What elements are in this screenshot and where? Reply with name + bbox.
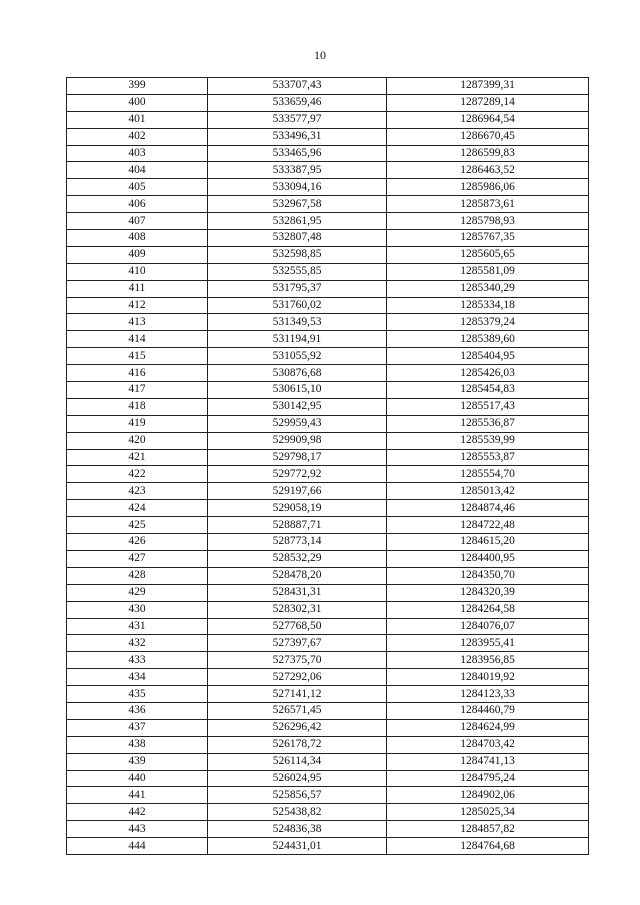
y-coordinate-cell: 1286964,54 bbox=[387, 111, 589, 128]
table-row bbox=[67, 770, 589, 787]
point-number-cell: 416 bbox=[67, 365, 208, 382]
table-row bbox=[67, 128, 589, 145]
table-row bbox=[67, 787, 589, 804]
y-coordinate-cell: 1284264,58 bbox=[387, 601, 589, 618]
point-number-cell: 437 bbox=[67, 719, 208, 736]
table-row bbox=[67, 382, 589, 399]
y-coordinate-cell: 1283956,85 bbox=[387, 652, 589, 669]
x-coordinate-cell: 531760,02 bbox=[208, 297, 387, 314]
x-coordinate-cell: 524836,38 bbox=[208, 821, 387, 838]
y-coordinate-cell: 1285426,03 bbox=[387, 365, 589, 382]
table-row bbox=[67, 230, 589, 247]
y-coordinate-cell: 1286670,45 bbox=[387, 128, 589, 145]
x-coordinate-cell: 527375,70 bbox=[208, 652, 387, 669]
y-coordinate-cell: 1284722,48 bbox=[387, 517, 589, 534]
x-coordinate-cell: 530615,10 bbox=[208, 382, 387, 399]
table-row bbox=[67, 246, 589, 263]
point-number-cell: 413 bbox=[67, 314, 208, 331]
table-row bbox=[67, 78, 589, 95]
point-number-cell: 428 bbox=[67, 567, 208, 584]
x-coordinate-cell: 526114,34 bbox=[208, 753, 387, 770]
point-number-cell: 407 bbox=[67, 213, 208, 230]
y-coordinate-cell: 1285986,06 bbox=[387, 179, 589, 196]
point-number-cell: 421 bbox=[67, 449, 208, 466]
point-number-cell: 439 bbox=[67, 753, 208, 770]
table-row bbox=[67, 686, 589, 703]
table-row bbox=[67, 432, 589, 449]
point-number-cell: 400 bbox=[67, 94, 208, 111]
table-row bbox=[67, 821, 589, 838]
table-row bbox=[67, 297, 589, 314]
table-row bbox=[67, 348, 589, 365]
x-coordinate-cell: 526024,95 bbox=[208, 770, 387, 787]
point-number-cell: 434 bbox=[67, 669, 208, 686]
point-number-cell: 410 bbox=[67, 263, 208, 280]
point-number-cell: 442 bbox=[67, 804, 208, 821]
table-row bbox=[67, 669, 589, 686]
y-coordinate-cell: 1284902,06 bbox=[387, 787, 589, 804]
point-number-cell: 444 bbox=[67, 838, 208, 855]
y-coordinate-cell: 1284764,68 bbox=[387, 838, 589, 855]
y-coordinate-cell: 1286599,83 bbox=[387, 145, 589, 162]
y-coordinate-cell: 1285553,87 bbox=[387, 449, 589, 466]
point-number-cell: 409 bbox=[67, 246, 208, 263]
point-number-cell: 440 bbox=[67, 770, 208, 787]
x-coordinate-cell: 528887,71 bbox=[208, 517, 387, 534]
x-coordinate-cell: 533094,16 bbox=[208, 179, 387, 196]
table-row bbox=[67, 213, 589, 230]
table-row bbox=[67, 584, 589, 601]
x-coordinate-cell: 533387,95 bbox=[208, 162, 387, 179]
x-coordinate-cell: 524431,01 bbox=[208, 838, 387, 855]
table-row bbox=[67, 652, 589, 669]
x-coordinate-cell: 530142,95 bbox=[208, 398, 387, 415]
point-number-cell: 408 bbox=[67, 230, 208, 247]
table-row bbox=[67, 280, 589, 297]
point-number-cell: 404 bbox=[67, 162, 208, 179]
x-coordinate-cell: 533465,96 bbox=[208, 145, 387, 162]
x-coordinate-cell: 533707,43 bbox=[208, 78, 387, 95]
y-coordinate-cell: 1284320,39 bbox=[387, 584, 589, 601]
point-number-cell: 406 bbox=[67, 196, 208, 213]
point-number-cell: 436 bbox=[67, 702, 208, 719]
x-coordinate-cell: 531055,92 bbox=[208, 348, 387, 365]
y-coordinate-cell: 1284019,92 bbox=[387, 669, 589, 686]
point-number-cell: 419 bbox=[67, 415, 208, 432]
x-coordinate-cell: 532598,85 bbox=[208, 246, 387, 263]
y-coordinate-cell: 1285389,60 bbox=[387, 331, 589, 348]
x-coordinate-cell: 528773,14 bbox=[208, 534, 387, 551]
y-coordinate-cell: 1287399,31 bbox=[387, 78, 589, 95]
table-row bbox=[67, 500, 589, 517]
y-coordinate-cell: 1285025,34 bbox=[387, 804, 589, 821]
y-coordinate-cell: 1285539,99 bbox=[387, 432, 589, 449]
x-coordinate-cell: 528532,29 bbox=[208, 550, 387, 567]
point-number-cell: 422 bbox=[67, 466, 208, 483]
point-number-cell: 427 bbox=[67, 550, 208, 567]
table-row bbox=[67, 263, 589, 280]
table-row bbox=[67, 736, 589, 753]
y-coordinate-cell: 1285013,42 bbox=[387, 483, 589, 500]
point-number-cell: 438 bbox=[67, 736, 208, 753]
table-row bbox=[67, 838, 589, 855]
y-coordinate-cell: 1285536,87 bbox=[387, 415, 589, 432]
point-number-cell: 399 bbox=[67, 78, 208, 95]
table-row bbox=[67, 517, 589, 534]
y-coordinate-cell: 1285605,65 bbox=[387, 246, 589, 263]
table-row bbox=[67, 179, 589, 196]
table-row bbox=[67, 314, 589, 331]
y-coordinate-cell: 1286463,52 bbox=[387, 162, 589, 179]
point-number-cell: 433 bbox=[67, 652, 208, 669]
point-number-cell: 429 bbox=[67, 584, 208, 601]
x-coordinate-cell: 531795,37 bbox=[208, 280, 387, 297]
y-coordinate-cell: 1284400,95 bbox=[387, 550, 589, 567]
table-row bbox=[67, 145, 589, 162]
point-number-cell: 426 bbox=[67, 534, 208, 551]
x-coordinate-cell: 529058,19 bbox=[208, 500, 387, 517]
y-coordinate-cell: 1284874,46 bbox=[387, 500, 589, 517]
x-coordinate-cell: 527141,12 bbox=[208, 686, 387, 703]
point-number-cell: 432 bbox=[67, 635, 208, 652]
y-coordinate-cell: 1284123,33 bbox=[387, 686, 589, 703]
point-number-cell: 431 bbox=[67, 618, 208, 635]
table-row bbox=[67, 635, 589, 652]
coordinates-table-body bbox=[67, 78, 589, 855]
point-number-cell: 423 bbox=[67, 483, 208, 500]
table-row bbox=[67, 162, 589, 179]
x-coordinate-cell: 526571,45 bbox=[208, 702, 387, 719]
y-coordinate-cell: 1285379,24 bbox=[387, 314, 589, 331]
table-row bbox=[67, 449, 589, 466]
y-coordinate-cell: 1285798,93 bbox=[387, 213, 589, 230]
point-number-cell: 417 bbox=[67, 382, 208, 399]
point-number-cell: 435 bbox=[67, 686, 208, 703]
table-row bbox=[67, 94, 589, 111]
x-coordinate-cell: 527768,50 bbox=[208, 618, 387, 635]
table-row bbox=[67, 601, 589, 618]
x-coordinate-cell: 529772,92 bbox=[208, 466, 387, 483]
y-coordinate-cell: 1285404,95 bbox=[387, 348, 589, 365]
x-coordinate-cell: 528478,20 bbox=[208, 567, 387, 584]
point-number-cell: 415 bbox=[67, 348, 208, 365]
y-coordinate-cell: 1287289,14 bbox=[387, 94, 589, 111]
point-number-cell: 418 bbox=[67, 398, 208, 415]
x-coordinate-cell: 529959,43 bbox=[208, 415, 387, 432]
x-coordinate-cell: 532967,58 bbox=[208, 196, 387, 213]
table-row bbox=[67, 398, 589, 415]
point-number-cell: 430 bbox=[67, 601, 208, 618]
table-row bbox=[67, 483, 589, 500]
y-coordinate-cell: 1284460,79 bbox=[387, 702, 589, 719]
x-coordinate-cell: 532807,48 bbox=[208, 230, 387, 247]
table-row bbox=[67, 466, 589, 483]
table-row bbox=[67, 534, 589, 551]
page-number: 10 bbox=[314, 48, 326, 62]
table-row bbox=[67, 753, 589, 770]
point-number-cell: 420 bbox=[67, 432, 208, 449]
x-coordinate-cell: 525438,82 bbox=[208, 804, 387, 821]
y-coordinate-cell: 1284795,24 bbox=[387, 770, 589, 787]
coordinates-table bbox=[66, 77, 589, 855]
table-row bbox=[67, 719, 589, 736]
point-number-cell: 425 bbox=[67, 517, 208, 534]
y-coordinate-cell: 1284615,20 bbox=[387, 534, 589, 551]
table-row bbox=[67, 567, 589, 584]
x-coordinate-cell: 533659,46 bbox=[208, 94, 387, 111]
x-coordinate-cell: 527397,67 bbox=[208, 635, 387, 652]
table-row bbox=[67, 111, 589, 128]
y-coordinate-cell: 1285554,70 bbox=[387, 466, 589, 483]
y-coordinate-cell: 1285581,09 bbox=[387, 263, 589, 280]
x-coordinate-cell: 532555,85 bbox=[208, 263, 387, 280]
x-coordinate-cell: 529197,66 bbox=[208, 483, 387, 500]
table-row bbox=[67, 550, 589, 567]
table-row bbox=[67, 196, 589, 213]
x-coordinate-cell: 528302,31 bbox=[208, 601, 387, 618]
y-coordinate-cell: 1285873,61 bbox=[387, 196, 589, 213]
x-coordinate-cell: 533577,97 bbox=[208, 111, 387, 128]
point-number-cell: 424 bbox=[67, 500, 208, 517]
table-row bbox=[67, 365, 589, 382]
x-coordinate-cell: 528431,31 bbox=[208, 584, 387, 601]
table-row bbox=[67, 804, 589, 821]
x-coordinate-cell: 530876,68 bbox=[208, 365, 387, 382]
point-number-cell: 402 bbox=[67, 128, 208, 145]
x-coordinate-cell: 532861,95 bbox=[208, 213, 387, 230]
point-number-cell: 411 bbox=[67, 280, 208, 297]
point-number-cell: 443 bbox=[67, 821, 208, 838]
x-coordinate-cell: 531194,91 bbox=[208, 331, 387, 348]
table-row bbox=[67, 702, 589, 719]
y-coordinate-cell: 1285767,35 bbox=[387, 230, 589, 247]
y-coordinate-cell: 1284857,82 bbox=[387, 821, 589, 838]
x-coordinate-cell: 527292,06 bbox=[208, 669, 387, 686]
table-row bbox=[67, 331, 589, 348]
table-row bbox=[67, 415, 589, 432]
x-coordinate-cell: 526178,72 bbox=[208, 736, 387, 753]
y-coordinate-cell: 1284350,70 bbox=[387, 567, 589, 584]
y-coordinate-cell: 1285517,43 bbox=[387, 398, 589, 415]
x-coordinate-cell: 531349,53 bbox=[208, 314, 387, 331]
y-coordinate-cell: 1283955,41 bbox=[387, 635, 589, 652]
x-coordinate-cell: 529798,17 bbox=[208, 449, 387, 466]
y-coordinate-cell: 1284741,13 bbox=[387, 753, 589, 770]
y-coordinate-cell: 1284076,07 bbox=[387, 618, 589, 635]
x-coordinate-cell: 529909,98 bbox=[208, 432, 387, 449]
point-number-cell: 403 bbox=[67, 145, 208, 162]
point-number-cell: 441 bbox=[67, 787, 208, 804]
x-coordinate-cell: 533496,31 bbox=[208, 128, 387, 145]
y-coordinate-cell: 1285334,18 bbox=[387, 297, 589, 314]
x-coordinate-cell: 526296,42 bbox=[208, 719, 387, 736]
y-coordinate-cell: 1285340,29 bbox=[387, 280, 589, 297]
point-number-cell: 405 bbox=[67, 179, 208, 196]
point-number-cell: 401 bbox=[67, 111, 208, 128]
point-number-cell: 412 bbox=[67, 297, 208, 314]
x-coordinate-cell: 525856,57 bbox=[208, 787, 387, 804]
y-coordinate-cell: 1284624,99 bbox=[387, 719, 589, 736]
y-coordinate-cell: 1284703,42 bbox=[387, 736, 589, 753]
point-number-cell: 414 bbox=[67, 331, 208, 348]
table-row bbox=[67, 618, 589, 635]
y-coordinate-cell: 1285454,83 bbox=[387, 382, 589, 399]
